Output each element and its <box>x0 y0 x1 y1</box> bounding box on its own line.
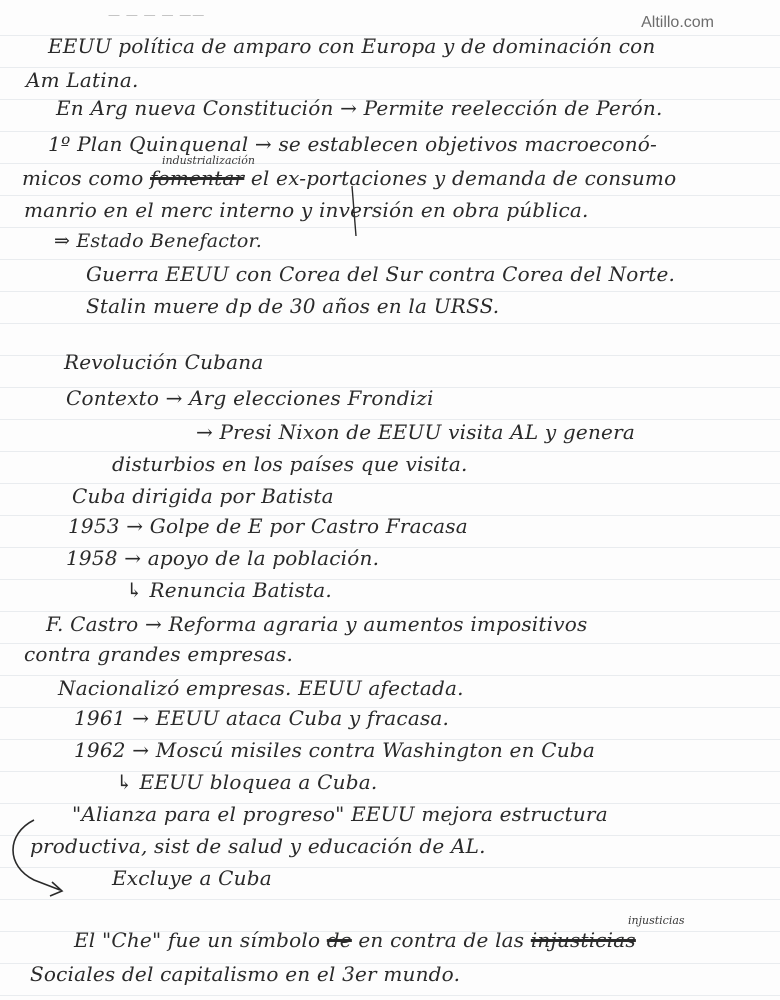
text-line: 1961 → EEUU ataca Cuba y fracasa. <box>74 706 450 730</box>
text-line: 1958 → apoyo de la población. <box>66 546 380 570</box>
text-line: Stalin muere dp de 30 años en la URSS. <box>86 294 500 318</box>
bracket-stroke <box>13 820 60 890</box>
text-line: productiva, sist de salud y educación de AL. <box>30 834 486 858</box>
text-fragment: el ex-portaciones y demanda de consumo <box>244 166 677 190</box>
text-line: 1953 → Golpe de E por Castro Fracasa <box>68 514 468 538</box>
text-line: Excluye a Cuba <box>112 866 272 890</box>
text-fragment: en contra de las <box>351 928 531 952</box>
insertion-caret <box>352 186 356 236</box>
text-line: 1962 → Moscú misiles contra Washington en Cuba <box>74 738 595 762</box>
text-line: disturbios en los países que visita. <box>112 452 468 476</box>
text-line: → Presi Nixon de EEUU visita AL y genera <box>196 420 635 444</box>
watermark: Altillo.com <box>641 14 714 31</box>
text-line: Contexto → Arg elecciones Frondizi <box>66 386 434 410</box>
struck-word: fomentar <box>150 166 245 190</box>
top-scribble: — — — — —— <box>108 8 206 22</box>
text-line: 1º Plan Quinquenal → se establecen objetivos macroeconó- <box>48 132 658 156</box>
text-line: Nacionalizó empresas. EEUU afectada. <box>58 676 464 700</box>
text-fragment: El "Che" fue un símbolo <box>74 928 327 952</box>
text-fragment: micos como <box>22 166 151 190</box>
text-line: "Alianza para el progreso" EEUU mejora estructura <box>72 802 608 826</box>
text-line: ⇒ Estado Benefactor. <box>54 230 262 252</box>
text-line: F. Castro → Reforma agraria y aumentos impositivos <box>46 612 588 636</box>
text-line: contra grandes empresas. <box>24 642 294 666</box>
text-line: ↳ EEUU bloquea a Cuba. <box>116 770 378 794</box>
text-line: En Arg nueva Constitución → Permite reelección de Perón. <box>56 96 663 120</box>
insertion-note: injusticias <box>628 914 685 927</box>
text-line: Cuba dirigida por Batista <box>72 484 334 508</box>
text-line: Sociales del capitalismo en el 3er mundo. <box>30 962 461 986</box>
text-line: Guerra EEUU con Corea del Sur contra Corea del Norte. <box>86 262 676 286</box>
section-heading: Revolución Cubana <box>64 350 264 374</box>
insertion-note: industrialización <box>162 154 255 167</box>
struck-word: de <box>326 928 352 952</box>
text-line: manrio en el merc interno y inversión en obra pública. <box>24 198 589 222</box>
struck-word: injusticias <box>530 928 636 952</box>
text-line: EEUU política de amparo con Europa y de dominación con <box>48 34 656 58</box>
text-line: Am Latina. <box>26 68 139 92</box>
text-line: ↳ Renuncia Batista. <box>126 578 332 602</box>
